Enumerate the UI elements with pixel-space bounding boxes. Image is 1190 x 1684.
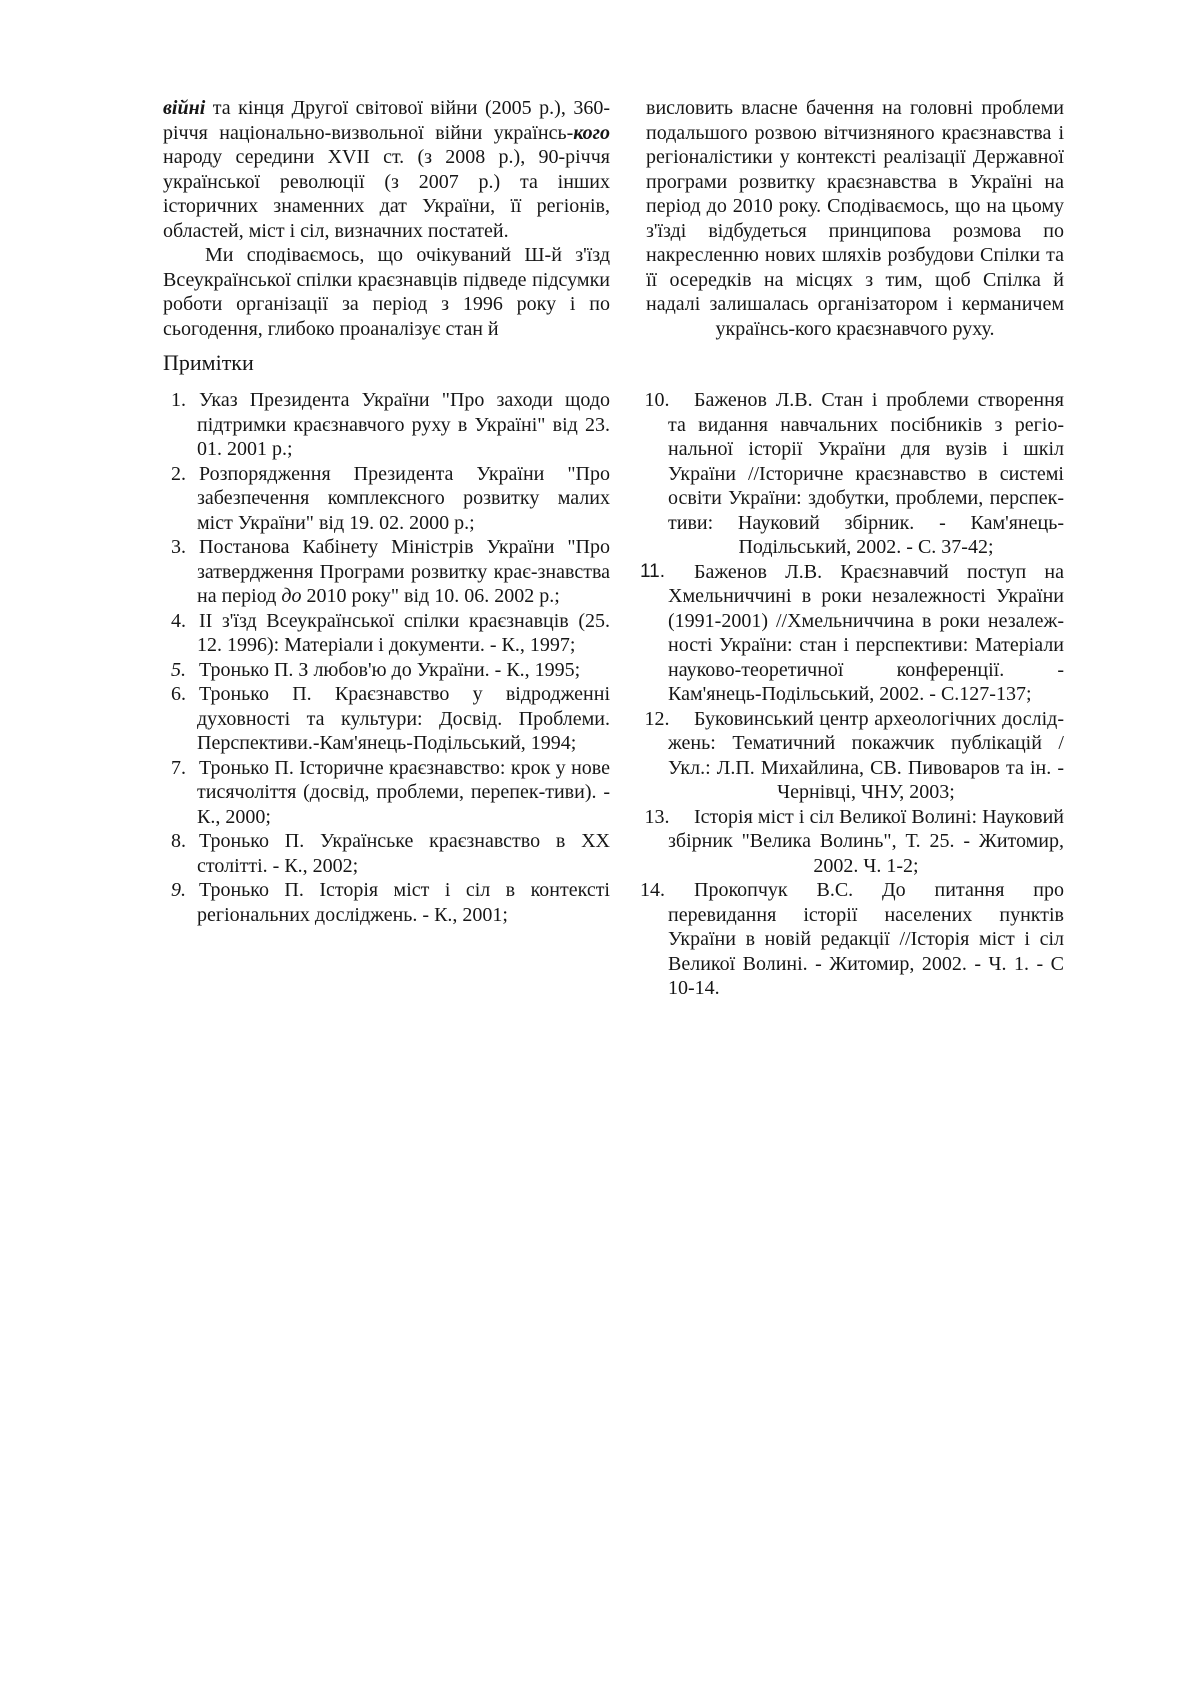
note-number: 1. (171, 389, 186, 411)
intro-left-column (163, 96, 610, 341)
note-number: 10. (644, 389, 670, 411)
note-item (163, 658, 610, 683)
text-segment: Баженов Л.В. Краєзнавчий поступ на Хмельниччині в роки незалежності України (1991-2001) //Хмельниччина в роки незалеж-ності України: стан і перспективи: Матеріали науково-теоретичної конференції. - Кам'янець-Подільський, 2002. - С.127-137; (668, 560, 1064, 705)
note-item (163, 388, 610, 462)
text-segment: Указ Президента України "Про заходи щодо підтримки краєзнавчого руху в Україні" від 23. 01. 2001 р.; (197, 389, 610, 460)
text-segment: Баженов Л.В. Стан і проблеми створення та видання навчальних посібників з регіо-нальної історії України для вузів і шкіл України //Історичне краєзнавство в системі освіти України: здобутки, проблеми, перспек-тиви: Науковий збірник. - Кам'янець-Подільський, 2002. - С. 37-42; (668, 389, 1064, 558)
note-item (646, 805, 1064, 879)
note-number: 6. (171, 683, 186, 705)
note-item (640, 560, 1064, 707)
note-number: 8. (171, 830, 186, 852)
note-number: 12. (644, 707, 670, 730)
note-item (646, 707, 1064, 805)
intro-paragraph-left-1 (163, 96, 610, 243)
text-segment: ІІ з'їзд Всеукраїнської спілки краєзнавців (25. 12. 1996): Матеріали і документи. - К., 1997; (197, 609, 610, 656)
text-segment: Тронько П. Краєзнавство у відродженні духовності та культури: Досвід. Проблеми. Перспективи.-Кам'янець-Подільський, 1994; (197, 683, 610, 754)
intro-section (163, 96, 1190, 341)
notes-list-right (640, 388, 1064, 1001)
note-number: 7. (171, 756, 186, 779)
intro-right-column (646, 96, 1064, 341)
note-number: 5. (171, 658, 186, 681)
intro-paragraph-right (646, 96, 1064, 341)
text-segment: Тронько П. Історія міст і сіл в контексті регіональних досліджень. - К., 2001; (197, 879, 610, 926)
note-number: 4. (171, 609, 186, 632)
note-item (640, 878, 1064, 1001)
text-segment: Прокопчук В.С. До питання про перевидання історії населених пунктів України в новій редакції //Історія міст і сіл Великої Волині. - Житомир, 2002. - Ч. 1. - С 10-14. (668, 879, 1064, 999)
text-segment: Постанова Кабінету Міністрів України "Про затвердження Програми розвитку крає-знавства на період (197, 536, 610, 607)
text-segment: Історія міст і сіл Великої Волині: Науковий збірник "Велика Волинь", Т. 25. - Житомир, 2002. Ч. 1-2; (668, 805, 1064, 877)
note-number: 2. (171, 462, 186, 485)
text-segment: до (281, 585, 302, 607)
text-segment: Тронько П. Українське краєзнавство в ХХ столітті. - К., 2002; (197, 830, 610, 877)
text-segment: кого (573, 121, 610, 144)
text-segment: Буковинський центр археологічних дослід-жень: Тематичний покажчик публікацій / Укл.: Л.П. Михайлина, СВ. Пивоваров та ін. - Чернівці, ЧНУ, 2003; (668, 707, 1064, 803)
text-segment: Ми сподіваємось, що очікуваний Ш-й з'їзд Всеукраїнської спілки краєзнавців підведе підсумки роботи організації за період з 1996 року і по сьогодення, глибоко проаналізує стан й (163, 244, 610, 340)
notes-heading: Примітки (163, 350, 254, 375)
note-item (163, 682, 610, 756)
text-segment: висловить власне бачення на головні проблеми подальшого розвою вітчизняного краєзнавства і регіоналістики у контексті реалізації Державної програми розвитку краєзнавства в Україні на період до 2010 року. Сподіваємось, що на цьому з'їзді відбудеться принципова розмова по накресленню нових шляхів розбудови Спілки та її осередків на місцях з тим, щоб Спілка й надалі залишалась організатором і керманичем українсь-кого краєзнавчого руху. (646, 97, 1064, 340)
note-item (163, 462, 610, 536)
text-segment: війні (163, 97, 206, 119)
text-segment: та кінця Другої світової війни (2005 р.), 360-річчя національно-визвольної війни українсь- (163, 97, 610, 144)
note-item (163, 829, 610, 878)
text-segment: Тронько П. З любов'ю до України. - К., 1995; (199, 658, 581, 681)
note-item (163, 609, 610, 658)
note-number: 11. (640, 560, 666, 582)
note-item (163, 535, 610, 609)
note-number: 14. (640, 879, 665, 901)
text-segment: Розпорядження Президента України "Про забезпечення комплексного розвитку малих міст України" від 19. 02. 2000 р.; (197, 462, 610, 534)
note-item (163, 756, 610, 830)
text-segment: Тронько П. Історичне краєзнавство: крок у нове тисячоліття (досвід, проблеми, перепек-тиви). - К., 2000; (197, 756, 610, 828)
text-segment: 2010 року" від 10. 06. 2002 р.; (301, 585, 560, 607)
text-segment: народу середини XVII ст. (з 2008 р.), 90-річчя української революції (з 2007 р.) та інших історичних знаменних дат України, її регіонів, областей, міст і сіл, визначних постатей. (163, 146, 610, 242)
note-item (163, 878, 610, 927)
intro-paragraph-left-2 (163, 243, 610, 341)
note-item (646, 388, 1064, 560)
note-number: 13. (644, 805, 670, 828)
notes-section (163, 388, 1190, 1001)
note-number: 3. (171, 536, 186, 558)
notes-list-left (163, 388, 610, 927)
note-number: 9. (171, 879, 186, 901)
